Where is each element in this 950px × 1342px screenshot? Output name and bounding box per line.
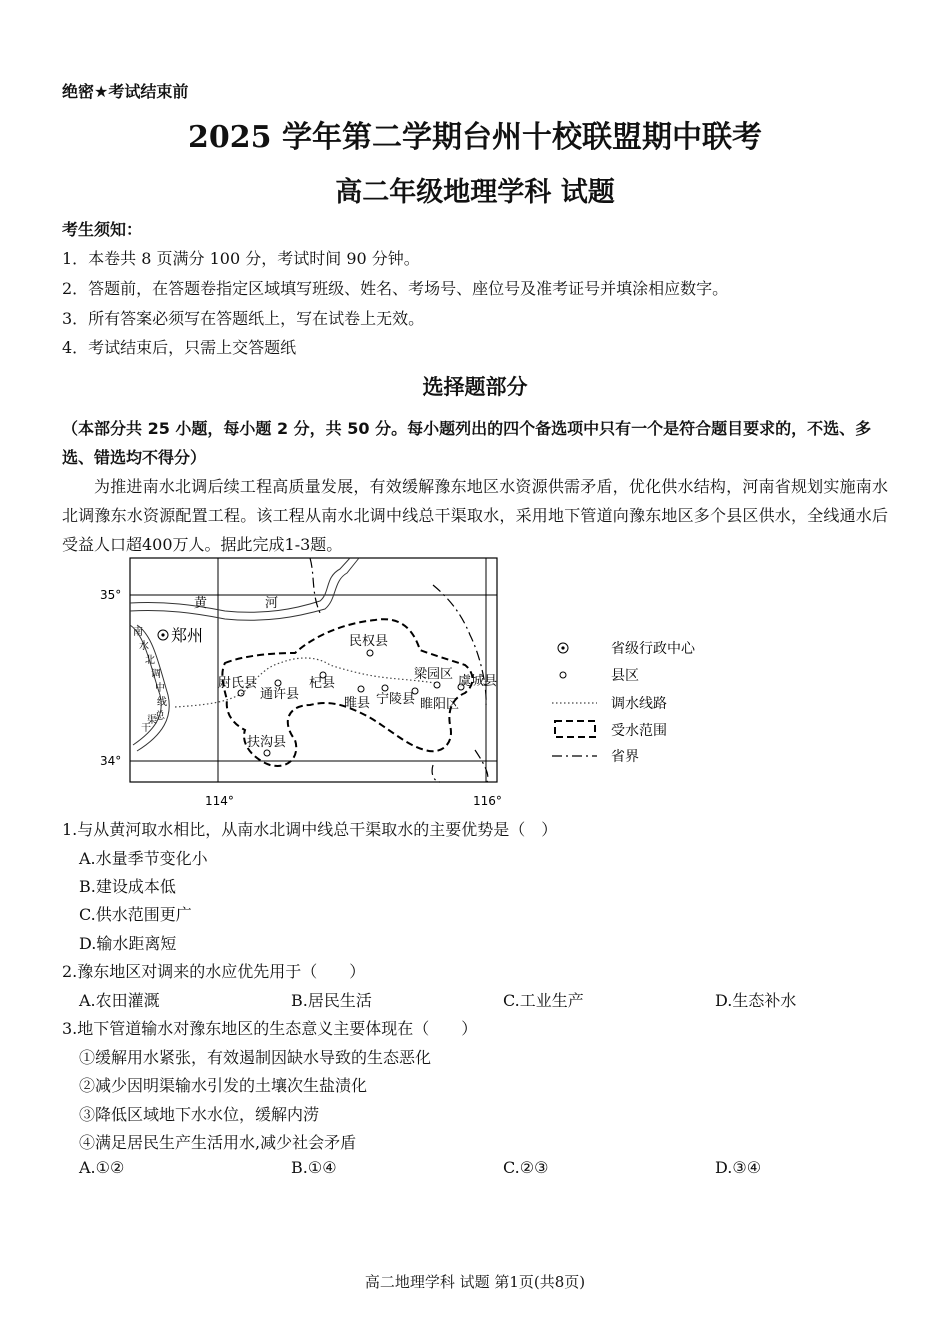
passage: 为推进南水北调后续工程高质量发展，有效缓解豫东地区水资源供需矛盾，优化供水结构，河南省规划实施南水北调豫东水资源配置工程。该工程从南水北调中线总干渠取水，采用地下管道向豫东地区多个县区供水，全线通水后受益人口超400万人。据此完成1-3题。 bbox=[62, 477, 888, 554]
question-1-option-d: D.输水距离短 bbox=[79, 934, 177, 953]
legend-label: 调水线路 bbox=[611, 696, 667, 712]
legend-capital-dot bbox=[561, 646, 564, 649]
county-label: 民权县 bbox=[349, 634, 389, 649]
lat-34-label: 34° bbox=[100, 754, 122, 768]
question-1-stem: 1.与从黄河取水相比，从南水北调中线总干渠取水的主要优势是（ ） bbox=[62, 820, 558, 839]
lon-114-label: 114° bbox=[205, 794, 234, 808]
county-marker bbox=[434, 682, 440, 688]
exam-subtitle: 高二年级地理学科 试题 bbox=[335, 177, 615, 208]
county-marker bbox=[275, 680, 281, 686]
county-marker bbox=[367, 650, 373, 656]
page-footer: 高二地理学科 试题 第1页(共8页) bbox=[364, 1273, 586, 1291]
question-2-stem: 2.豫东地区对调来的水应优先用于（ ） bbox=[62, 962, 366, 981]
county-label: 睢县 bbox=[344, 696, 371, 711]
canal-label: 线 bbox=[157, 697, 167, 708]
section-instructions: （本部分共 25 小题，每小题 2 分，共 50 分。每小题列出的四个备选项中只有一个是符合题目要求的，不选、多选、错选均不得分） bbox=[62, 419, 872, 467]
question-3-statement: ④满足居民生产生活用水,减少社会矛盾 bbox=[79, 1133, 357, 1152]
question-1-option-c: C.供水范围更广 bbox=[79, 905, 192, 924]
legend-label: 受水范围 bbox=[611, 723, 667, 739]
question-3-statement: ③降低区域地下水水位，缓解内涝 bbox=[79, 1105, 320, 1124]
county-label: 杞县 bbox=[309, 676, 336, 691]
question-3-statement: ②减少因明渠输水引发的土壤次生盐渍化 bbox=[79, 1076, 368, 1095]
question-3-statement: ①缓解用水紧张，有效遏制因缺水导致的生态恶化 bbox=[79, 1048, 432, 1067]
lat-35-label: 35° bbox=[100, 588, 122, 602]
map-svg bbox=[100, 555, 715, 810]
province-boundary bbox=[310, 558, 488, 782]
lon-116-label: 116° bbox=[473, 794, 502, 808]
question-3-option-a: A.①② bbox=[79, 1158, 125, 1177]
county-label: 通许县 bbox=[260, 687, 300, 702]
canal-label: 调 bbox=[151, 669, 161, 680]
question-2-option-a: A.农田灌溉 bbox=[79, 991, 160, 1010]
question-3-stem: 3.地下管道输水对豫东地区的生态意义主要体现在（ ） bbox=[62, 1019, 478, 1038]
legend-county-symbol bbox=[560, 672, 566, 678]
county-marker bbox=[264, 750, 270, 756]
canal-label: 渠 bbox=[147, 715, 157, 726]
river-label: 河 bbox=[265, 596, 279, 611]
county-label: 虞城县 bbox=[458, 674, 498, 689]
canal-label: 中 bbox=[155, 683, 165, 694]
canal-label: 北 bbox=[145, 655, 155, 666]
confidential-label: 绝密★考试结束前 bbox=[62, 82, 189, 101]
county-label: 扶沟县 bbox=[247, 735, 287, 750]
exam-title: 2025 学年第二学期台州十校联盟期中联考 bbox=[188, 120, 762, 155]
legend-label: 省级行政中心 bbox=[611, 641, 695, 657]
notice-heading: 考生须知： bbox=[62, 220, 143, 239]
question-2-option-c: C.工业生产 bbox=[503, 991, 584, 1010]
county-label: 宁陵县 bbox=[376, 692, 416, 707]
map-figure bbox=[100, 555, 715, 814]
county-label: 尉氏县 bbox=[218, 676, 258, 691]
canal-label: 干 bbox=[141, 723, 151, 734]
legend-area-symbol bbox=[555, 721, 595, 737]
question-3-option-c: C.②③ bbox=[503, 1158, 549, 1177]
legend-label: 省界 bbox=[611, 749, 639, 765]
section-title: 选择题部分 bbox=[422, 375, 528, 399]
river-label: 黄 bbox=[194, 596, 208, 611]
question-2-option-b: B.居民生活 bbox=[291, 991, 372, 1010]
canal-label: 总 bbox=[155, 711, 165, 722]
question-2-option-d: D.生态补水 bbox=[715, 991, 797, 1010]
question-3-option-d: D.③④ bbox=[715, 1158, 762, 1177]
legend-label: 县区 bbox=[611, 668, 639, 684]
notice-item: 4．考试结束后，只需上交答题纸 bbox=[62, 338, 297, 357]
county-marker bbox=[358, 686, 364, 692]
notice-item: 1．本卷共 8 页满分 100 分，考试时间 90 分钟。 bbox=[62, 249, 420, 268]
county-label: 梁园区 bbox=[414, 667, 454, 682]
question-1-option-b: B.建设成本低 bbox=[79, 877, 176, 896]
yellow-river-bank bbox=[130, 558, 359, 620]
question-1-option-a: A.水量季节变化小 bbox=[79, 849, 208, 868]
county-label: 睢阳区 bbox=[420, 697, 460, 712]
capital-label: 郑州 bbox=[171, 626, 204, 645]
county-marker bbox=[382, 685, 388, 691]
question-3-option-b: B.①④ bbox=[291, 1158, 337, 1177]
notice-item: 3．所有答案必须写在答题纸上，写在试卷上无效。 bbox=[62, 309, 425, 328]
canal-label: 水 bbox=[139, 641, 149, 652]
notice-item: 2．答题前，在答题卷指定区域填写班级、姓名、考场号、座位号及准考证号并填涂相应数字。 bbox=[62, 279, 729, 298]
capital-marker-dot bbox=[161, 633, 164, 636]
canal-label: 南 bbox=[133, 627, 143, 638]
